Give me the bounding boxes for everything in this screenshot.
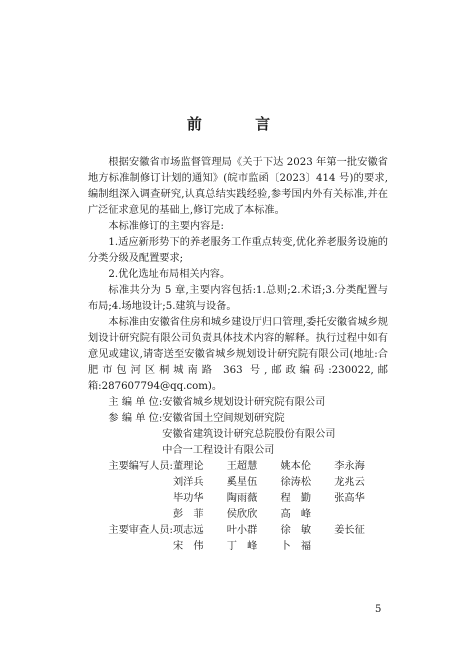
person-name: 毕功华 bbox=[172, 493, 204, 504]
person-name: 龙兆云 bbox=[334, 477, 365, 488]
person-name: 王超慧 bbox=[226, 461, 258, 472]
participants-label: 参 编 单 位: bbox=[108, 413, 163, 424]
roster bbox=[88, 395, 388, 555]
person-name: 徐涛松 bbox=[280, 477, 312, 488]
paragraph-management: 本标准由安徽省住房和城乡建设厅归口管理,委托安徽省城乡规划设计研究院有限公司负责具体技术内容的解释。执行过程中如有意见或建议,请寄送至安徽省城乡规划设计研究院有限公司(地址:合肥市包河区桐城南路 363 号,邮政编码:230022,邮箱:287607794@qq.com)。 bbox=[88, 317, 388, 392]
participants-list bbox=[162, 411, 388, 459]
person-name: 彭 菲 bbox=[172, 509, 204, 520]
paragraph-main-content-intro: 本标准修订的主要内容是: bbox=[108, 221, 224, 232]
person-name: 项志远 bbox=[172, 525, 204, 536]
participant-org: 安徽省国土空间规划研究院 bbox=[162, 413, 285, 424]
person-name: 卜 福 bbox=[280, 541, 312, 552]
editor-label: 主 编 单 位: bbox=[108, 397, 163, 408]
editor-row bbox=[88, 395, 388, 411]
reviewers-row bbox=[88, 523, 388, 555]
person-name: 姜长征 bbox=[334, 525, 365, 536]
person-name: 刘洋兵 bbox=[172, 477, 204, 488]
paragraph-chapters: 标准共分为 5 章,主要内容包括:1.总则;2.术语;3.分类配置与布局;4.场地设计;5.建筑与设备。 bbox=[88, 285, 388, 312]
list-item: 1.适应新形势下的养老服务工作重点转变,优化养老服务设施的分类分级及配置要求; bbox=[88, 237, 388, 264]
drafters-list bbox=[173, 459, 388, 523]
drafters-row bbox=[88, 459, 388, 523]
person-name: 奚星伍 bbox=[226, 477, 258, 488]
person-name: 丁 峰 bbox=[226, 541, 258, 552]
participant-org: 安徽省建筑设计研究总院股份有限公司 bbox=[162, 429, 336, 440]
person-name: 叶小群 bbox=[226, 525, 258, 536]
reviewers-list bbox=[173, 523, 388, 555]
drafters-label: 主要编写人员: bbox=[108, 461, 173, 472]
person-name: 张高华 bbox=[334, 493, 365, 504]
editor-org: 安徽省城乡规划设计研究院有限公司 bbox=[162, 397, 326, 408]
person-name: 李永海 bbox=[334, 461, 365, 472]
person-name: 姚本伦 bbox=[280, 461, 312, 472]
person-name: 宋 伟 bbox=[172, 541, 204, 552]
participants-row bbox=[88, 411, 388, 459]
person-name: 董理论 bbox=[172, 461, 204, 472]
person-name: 程 勤 bbox=[280, 493, 312, 504]
page-title: 前 言 bbox=[186, 115, 295, 133]
paragraph-basis: 根据安徽省市场监督管理局《关于下达 2023 年第一批安徽省地方标准制修订计划的通知》(皖市监函〔2023〕414 号)的要求,编制组深入调查研究,认真总结实践经验,参考国内外有关标准,并在广泛征求意见的基础上,修订完成了本标准。 bbox=[88, 157, 388, 216]
person-name: 陶雨薇 bbox=[226, 493, 258, 504]
list-item: 2.优化选址布局相关内容。 bbox=[108, 269, 231, 280]
page-number: 5 bbox=[375, 604, 382, 615]
reviewers-label: 主要审查人员: bbox=[108, 525, 173, 536]
foreword-body bbox=[88, 155, 388, 555]
person-name: 高 峰 bbox=[280, 509, 312, 520]
person-name: 徐 敏 bbox=[280, 525, 312, 536]
participant-org: 中合一工程设计有限公司 bbox=[162, 445, 275, 456]
person-name: 侯欣欣 bbox=[226, 509, 258, 520]
